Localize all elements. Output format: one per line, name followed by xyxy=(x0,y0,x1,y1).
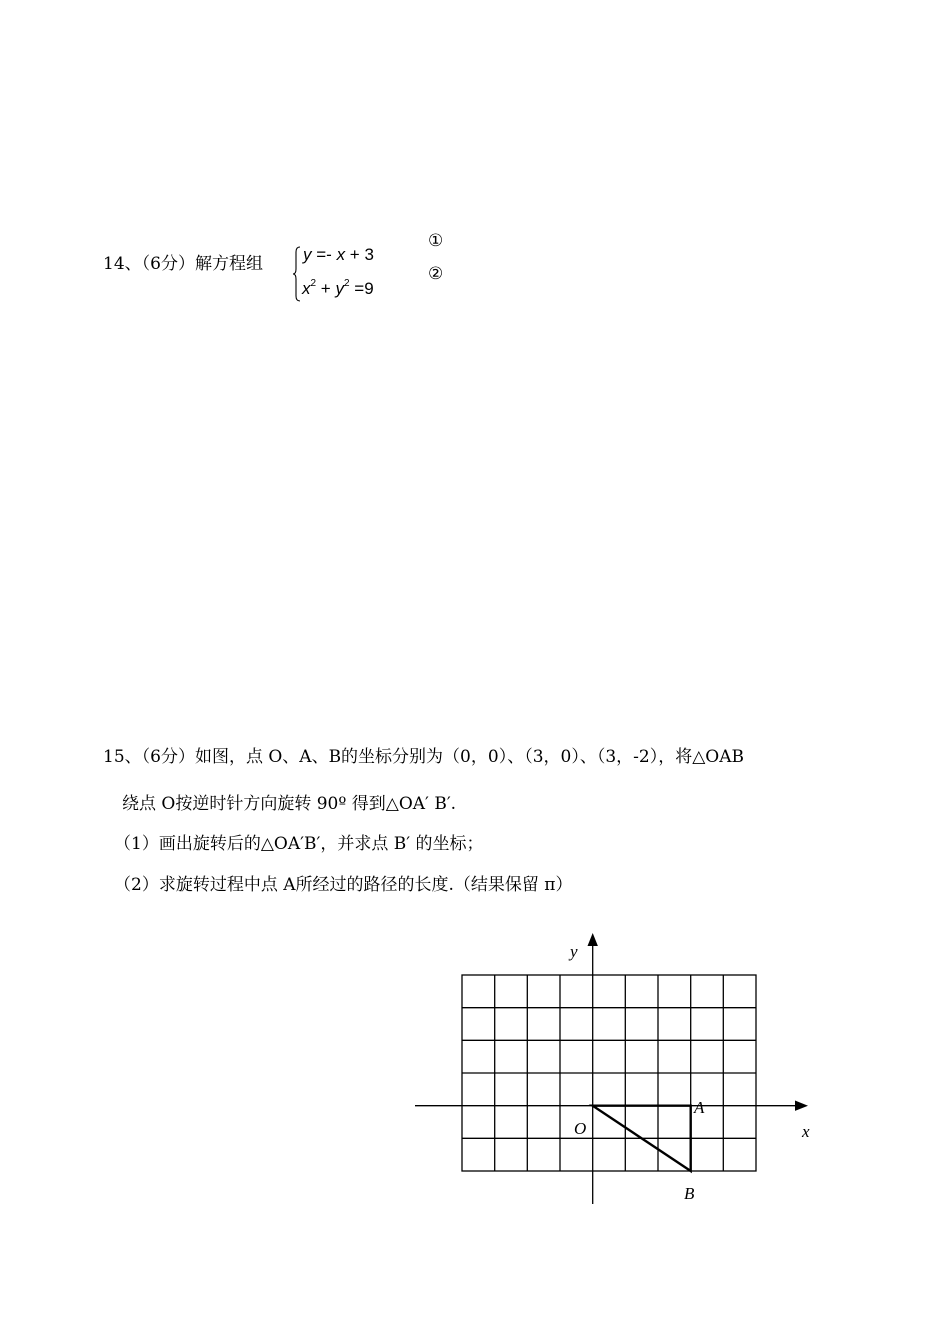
q15-line2: 绕点 O按逆时针方向旋转 90º 得到△OA′ B′. xyxy=(122,794,457,814)
eq2-y: y xyxy=(335,279,344,298)
eq1-op: =- xyxy=(316,245,332,264)
y-axis-label: y xyxy=(570,942,578,961)
point-a-label: A xyxy=(694,1098,705,1117)
q15-part1: （1）画出旋转后的△OA′B′，并求点 B′ 的坐标； xyxy=(114,834,484,854)
point-b-label: B xyxy=(684,1184,695,1203)
q14-label: 14、（6分）解方程组 xyxy=(103,254,263,274)
eq2-exp1: 2 xyxy=(310,278,317,289)
q15-part2: （2）求旋转过程中点 A所经过的路径的长度.（结果保留 π） xyxy=(114,875,573,895)
grid-lines xyxy=(462,975,756,1171)
eq2-rest: =9 xyxy=(354,279,374,298)
eq1-rest: + 3 xyxy=(349,245,374,264)
eq2-plus: + xyxy=(320,279,331,298)
eq2-x: x xyxy=(302,279,311,298)
circle-mark-1: ① xyxy=(428,231,444,251)
eq1-y: y xyxy=(303,245,312,264)
q15-line1: 15、（6分）如图，点 O、A、B的坐标分别为（0，0）、（3，0）、（3，-2），将△OAB xyxy=(103,747,744,767)
point-o-label: O xyxy=(574,1119,587,1138)
eq1-x: x xyxy=(336,245,346,264)
x-axis-label: x xyxy=(802,1122,810,1141)
y-axis-arrow-icon xyxy=(588,933,598,946)
eq2-exp2: 2 xyxy=(343,278,350,289)
circle-mark-2: ② xyxy=(428,264,444,284)
x-axis-arrow-icon xyxy=(795,1101,808,1111)
